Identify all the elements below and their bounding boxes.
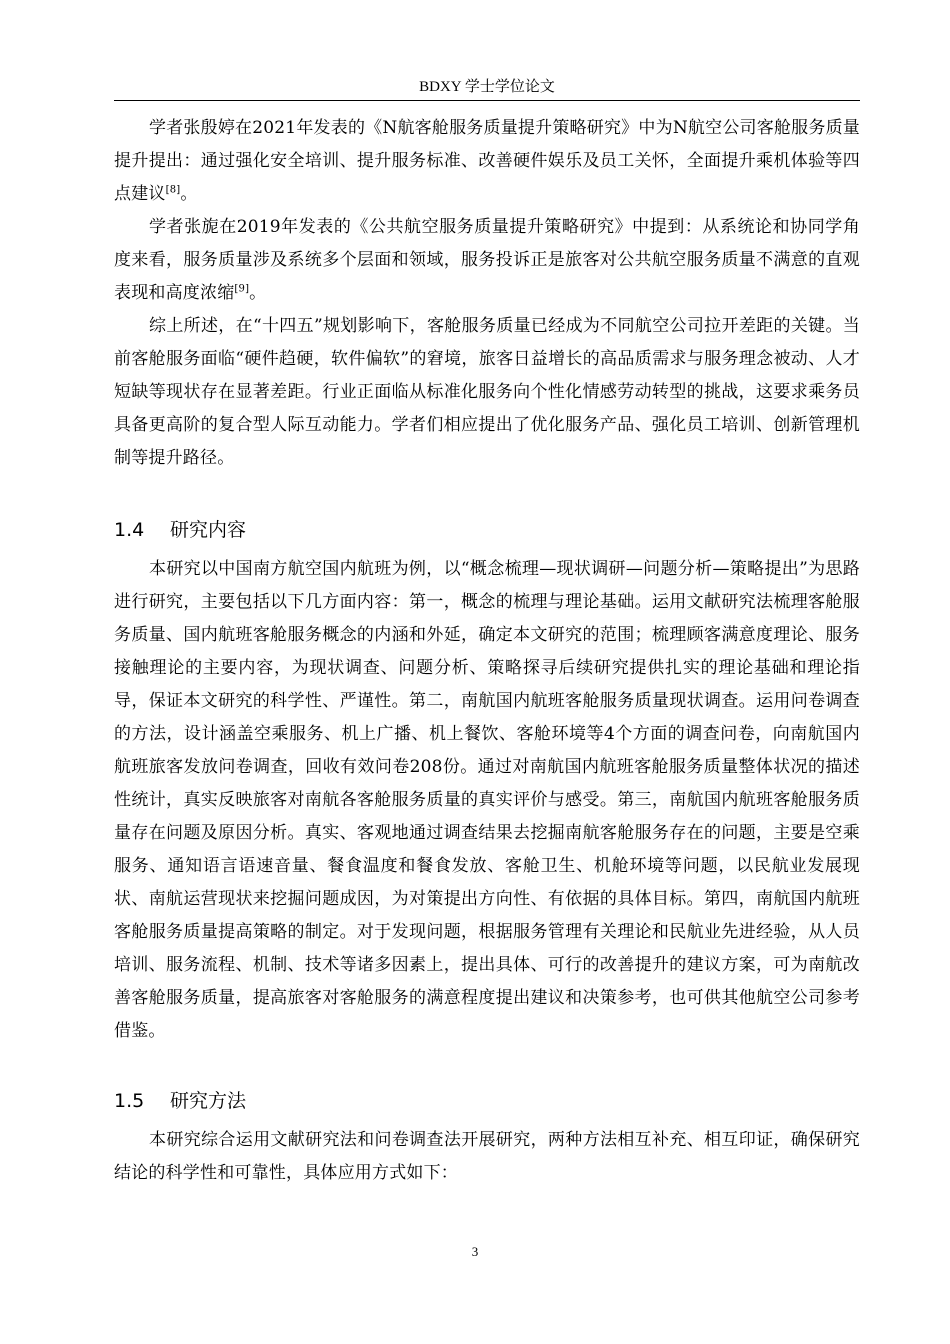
- section-heading-1-5: [114, 1084, 860, 1118]
- citation-ref: [9]: [234, 283, 250, 295]
- paragraph-zhang-yinting: 学者张殷婷在2021年发表的《N航客舱服务质量提升策略研究》中为N航空公司客舱服务质量提升提出：通过强化安全培训、提升服务标准、改善硬件娱乐及员工关怀，全面提升乘机体验等四点建议[8]。: [114, 118, 860, 204]
- page-number: 3: [471, 1244, 479, 1259]
- page-body: [114, 112, 860, 1190]
- paragraph-zhang-ni: 学者张旎在2019年发表的《公共航空服务质量提升策略研究》中提到：从系统论和协同学角度来看，服务质量涉及系统多个层面和领域，服务投诉正是旅客对公共航空服务质量不满意的直观表现和高度浓缩[9]。: [114, 217, 860, 303]
- section-title: 研究内容: [170, 519, 247, 541]
- paragraph-research-methods: 本研究综合运用文献研究法和问卷调查法开展研究，两种方法相互补充、相互印证，确保研究结论的科学性和可靠性，具体应用方式如下：: [114, 1130, 860, 1183]
- header-rule: [114, 100, 860, 101]
- citation-ref: [8]: [165, 184, 181, 196]
- paragraph-summary: 综上所述，在“十四五”规划影响下，客舱服务质量已经成为不同航空公司拉开差距的关键。当前客舱服务面临“硬件趋硬，软件偏软”的窘境，旅客日益增长的高品质需求与服务理念被动、人才短缺等现状存在显著差距。行业正面临从标准化服务向个性化情感劳动转型的挑战，这要求乘务员具备更高阶的复合型人际互动能力。学者们相应提出了优化服务产品、强化员工培训、创新管理机制等提升路径。: [114, 316, 860, 468]
- section-title: 研究方法: [170, 1090, 247, 1112]
- section-number: 1.4: [114, 519, 145, 541]
- running-header: BDXY 学士学位论文: [419, 79, 555, 95]
- section-heading-1-4: [114, 513, 860, 547]
- section-number: 1.5: [114, 1090, 145, 1112]
- paragraph-research-content: 本研究以中国南方航空国内航班为例，以“概念梳理—现状调研—问题分析—策略提出”为思路进行研究，主要包括以下几方面内容：第一，概念的梳理与理论基础。运用文献研究法梳理客舱服务质量、国内航班客舱服务概念的内涵和外延，确定本文研究的范围；梳理顾客满意度理论、服务接触理论的主要内容，为现状调查、问题分析、策略探寻后续研究提供扎实的理论基础和理论指导，保证本文研究的科学性、严谨性。第二，南航国内航班客舱服务质量现状调查。运用问卷调查的方法，设计涵盖空乘服务、机上广播、机上餐饮、客舱环境等4个方面的调查问卷，向南航国内航班旅客发放问卷调查，回收有效问卷208份。通过对南航国内航班客舱服务质量整体状况的描述性统计，真实反映旅客对南航各客舱服务质量的真实评价与感受。第三，南航国内航班客舱服务质量存在问题及原因分析。真实、客观地通过调查结果去挖掘南航客舱服务存在的问题，主要是空乘服务、通知语言语速音量、餐食温度和餐食发放、客舱卫生、机舱环境等问题，以民航业发展现状、南航运营现状来挖掘问题成因，为对策提出方向性、有依据的具体目标。第四，南航国内航班客舱服务质量提高策略的制定。对于发现问题，根据服务管理有关理论和民航业先进经验，从人员培训、服务流程、机制、技术等诸多因素上，提出具体、可行的改善提升的建议方案，可为南航改善客舱服务质量，提高旅客对客舱服务的满意程度提出建议和决策参考，也可供其他航空公司参考借鉴。: [114, 559, 860, 1041]
